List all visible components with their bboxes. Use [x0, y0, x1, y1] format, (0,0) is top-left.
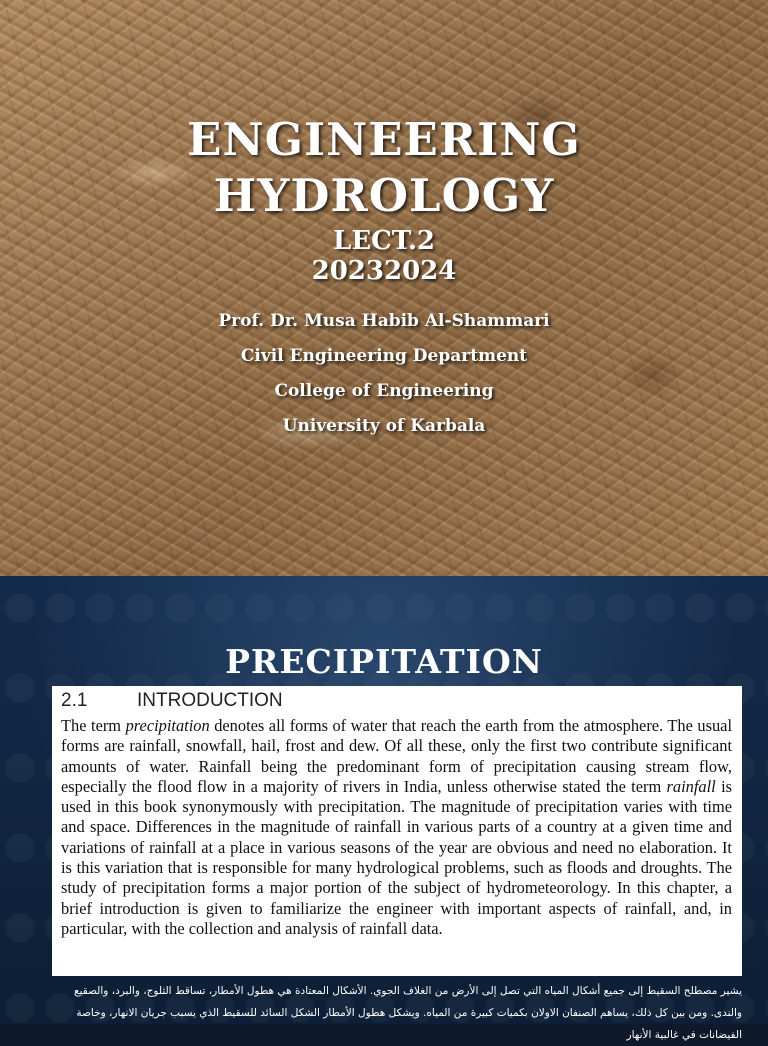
slide-title: PRECIPITATION [225, 642, 543, 681]
section-title: INTRODUCTION [137, 690, 283, 711]
department-name: Civil Engineering Department [240, 346, 528, 366]
university-name: University of Karbala [282, 416, 486, 436]
section-heading [61, 688, 732, 714]
section-number: 2.1 [61, 690, 88, 711]
textbook-excerpt [52, 686, 742, 976]
introduction-paragraph [61, 716, 732, 939]
title-block [0, 112, 768, 286]
paragraph-text-2: denotes all forms of water that reach the earth from the atmosphere. The usual forms are rainfall, snowfall, hail, frost and dew. Of all these, only the first two contribute significant amounts of water. Rainfall being the predominant form of precipitation causing stream flow, especially the flood flow in a majority of rivers in India, unless otherwise stated the term [61, 716, 733, 796]
arabic-translation: يشير مصطلح السقيط إلى جميع أشكال المياه التي تصل إلى الأرض من الغلاف الجوي. الأشكال المعتادة هي هطول الأمطار، تساقط الثلوج، والبرد، والصقيع والندى. ومن بين كل ذلك، يساهم الصنفان الاولان بكميات كبيرة من المياه. ويشكل هطول الأمطار الشكل السائد للسقيط الذي يسبب جريان الانهار، وخاصة الفيضانات في غالبية الأنهار [74, 985, 742, 1041]
course-title-line2: HYDROLOGY [213, 169, 555, 222]
college-name: College of Engineering [274, 381, 494, 401]
paragraph-text-1: The term [61, 716, 126, 735]
paragraph-text-3: is used in this book synonymously with precipitation. The magnitude of precipitation varies with time and space. Differences in the magnitude of rainfall in various parts of a country at a given time and variations of rainfall at a place in various seasons of the year are obvious and need no elaboration. It is this variation that is responsible for many hydrological problems, such as floods and droughts. The study of precipitation forms a major portion of the subject of hydrometeorology. In this chapter, a brief introduction is given to familiarize the engineer with important aspects of rainfall, and, in particular, with the collection and analysis of rainfall data. [61, 776, 732, 938]
content-slide [0, 576, 768, 1041]
author-info [0, 305, 768, 445]
term-rainfall: rainfall [666, 776, 716, 796]
lecture-number: LECT.2 [333, 226, 435, 256]
academic-year: 20232024 [311, 256, 457, 286]
author-name: Prof. Dr. Musa Habib Al-Shammari [218, 311, 550, 331]
term-precipitation: precipitation [125, 716, 210, 735]
course-title-line1: ENGINEERING [187, 113, 581, 166]
